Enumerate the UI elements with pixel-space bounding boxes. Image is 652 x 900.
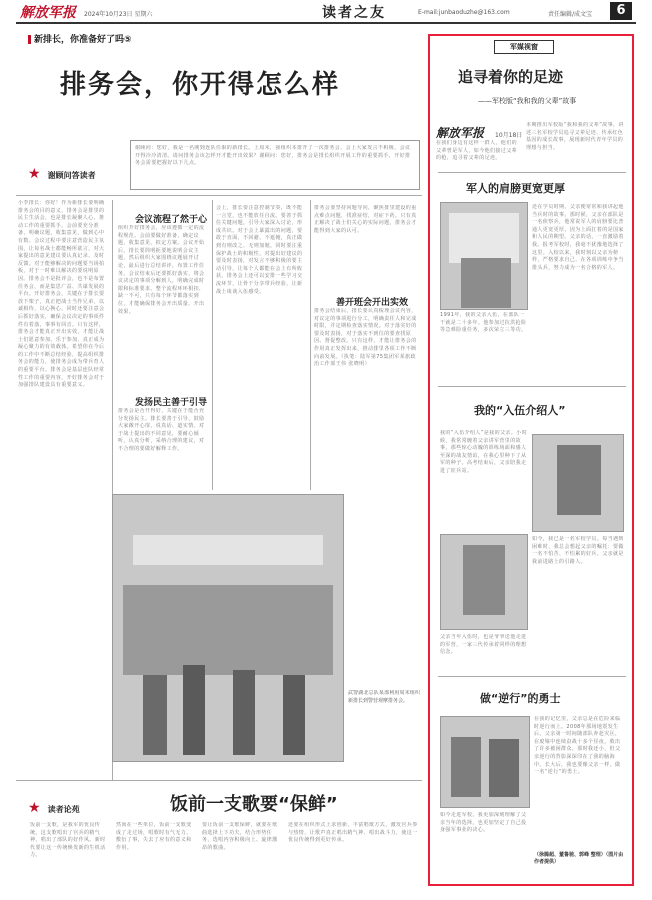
story2-photo-2 <box>440 534 528 630</box>
sub-heading-1: 会议流程了然于心 <box>135 215 208 225</box>
training-photo <box>112 494 344 762</box>
section-tag: 军媒视窗 <box>494 40 554 54</box>
story1-col-1: 1991年，我的父亲入伍，在部队一干就是二十多年。他参加过抗洪抢险等急难险重任务，多次荣立三等功。 <box>440 312 527 334</box>
essay-title: 饭前一支歌要“保鲜” <box>170 794 338 815</box>
author-label: 谢顾问答读者 <box>47 171 96 180</box>
intro-text: 谢顾问：您好，我是一名刚到连队任职的新排长。上周末，我组织本排开了一次排务会，会上大家发言不积极，会议开得冷冷清清。请问排务会该怎样开才能开出效果？谢顾问：您好，排务会是排长组织开展工作的重要抓手，开好排务会需要把握好以下几点。 <box>135 145 411 167</box>
header-rule <box>16 22 636 24</box>
story2-col-3: 父亲当年入伍时，也是爷爷送他走进的军营，一家三代传承着同样的理想信念。 <box>440 634 527 656</box>
page-header <box>0 0 652 24</box>
sub-heading-3: 善开班会开出实效 <box>336 298 409 308</box>
author-badge <box>28 163 123 185</box>
story2-title: 我的“入伍介绍人” <box>474 404 566 417</box>
photo-credit: （徐腾超、董鲁驰、郭峰 整理）（图片由作者提供） <box>534 852 624 865</box>
divider <box>16 195 422 196</box>
essay-col-3: 要让饭前一支歌保鲜，就要在歌曲选择上下功夫，结合形势任务，选唱内容积极向上、旋律激昂的歌曲。 <box>202 822 278 851</box>
story1-photo <box>440 202 528 310</box>
issue-date: 2024年10月23日 星期六 <box>84 11 153 18</box>
date-label: 10月18日 <box>495 132 523 139</box>
newspaper-logo: 解放军报 <box>20 5 76 21</box>
right-divider-2 <box>438 386 626 387</box>
essay-col-4: 还要在组织形式上求创新，丰富唱歌方式，激发官兵参与热情，让歌声真正唱出精气神、唱出战斗力，使这一优良传统得到更好传承。 <box>288 822 418 844</box>
essay-col-2: 然而在一些单位，饭前一支歌变成了走过场，唱歌时有气无力、敷衍了事，失去了应有的意义和作用。 <box>116 822 192 851</box>
photo-caption: 武警湖北总队某部利用周末组织新排长到警营观摩排务会。 <box>348 690 420 704</box>
page-number: 6 <box>610 2 632 20</box>
essay-col-1: 饭前一支歌，是我军的优良传统。这支歌唱出了官兵的精气神，唱出了部队的好作风。新时代要让这一传统焕发新的生机活力。 <box>30 822 106 859</box>
feature-title: 追寻着你的足迹 <box>458 68 564 86</box>
feature-intro-right: 本期推出军校版“我和我的父辈”故事，讲述三名军校学员追寻父辈足迹、传承红色基因的成长故事，展现新时代青年学员的理想与担当。 <box>526 122 624 151</box>
reader-label: 读者论苑 <box>47 805 80 814</box>
editor-email: E-mail:junbaoduzhe@163.com <box>418 9 510 16</box>
reader-badge <box>28 797 128 817</box>
sub-heading-2: 发扬民主善于引导 <box>135 398 208 408</box>
story3-title: 做“逆行”的勇士 <box>480 692 561 705</box>
editor-name: 责任编辑/成文宝 <box>548 11 593 18</box>
story1-title: 军人的肩膀更宽更厚 <box>466 182 565 195</box>
star-icon-2: ★ <box>28 800 41 816</box>
section-name: 读者之友 <box>322 5 386 21</box>
body-col-2b: 排务会是否开得好，关键在于能否充分发扬民主。排长要善于引导，鼓励大家敞开心扉，说真话、道实情。对于战士提出的不同意见，要耐心倾听，认真分析，采纳合理的建议，对不合理的要做好解释工作。 <box>118 408 205 452</box>
intro-box <box>130 140 420 190</box>
story2-col-1: 我的“入伍介绍人”是我的父亲。小时候，我常常缠着父亲讲军营里的故事，那些惊心动魄的训练场面和感人至深的战友情谊，在我心里种下了从军的种子。高考结束后，父亲陪我走进了征兵站。 <box>440 430 527 474</box>
right-divider <box>438 172 626 173</box>
column-label: 新排长，你准备好了吗⑤ <box>28 32 132 45</box>
body-col-4a: 排务会要坚持问题导向，聚焦排里建设的重点难点问题，找准症结，对症下药。只有真正解决了战士们关心的实际问题，排务会才能得到大家的认可。 <box>314 205 417 234</box>
body-col-1: 小李排长：你好！作为新排长要明确排务会的目的意义，排务会是排里的民主生活会，也是排长凝聚人心、推动工作的重要抓手。会前要充分准备，明确议题，收集意见，做到心中有数。会议过程中要注意营造民主氛围，让每名战士都能畅所欲言，对大家提出的意见建议要认真记录、及时反馈。对于能够解决的问题要当场拍板，对于一时难以解决的要说明原因。排务会不是批评会，也不是布置任务会，而是集思广益、共谋发展的平台。开好排务会，关键在于排长要放下架子，真正把战士当作兄弟，以诚相待，以心换心。同时还要注意会后抓好落实，确保会议决定的事项件件有着落，事事有回音。只有这样，排务会才能真正开出实效，才能让战士们愿意参加、乐于参加，真正成为凝心聚力的有效载体。希望你在今后的工作中不断总结经验，提高组织排务会的能力，使排务会成为带兵育人的重要平台。排务会是基层连队经常性工作的重要内容，开好排务会对于加强排队建设具有重要意义。 <box>18 200 105 389</box>
body-col-4b: 排务会结束后，排长要认真梳理会议内容，对议定的事项进行分工，明确责任人和完成时限，并定期检查落实情况。对于落实好的要及时表扬，对于落实不到位的要查找原因、督促整改。只有这样，才能让排务会的作用真正发挥出来，推动排里各项工作不断向前发展。（执笔：陆军第75集团军某旅政治工作部王伟 张晓明） <box>314 308 417 368</box>
feature-intro-left: 在我们身边有这样一群人，他们的父辈曾是军人，如今他们接过父辈的枪，追寻着父辈的足迹。 <box>436 140 518 162</box>
mini-logo: 解放军报 <box>436 126 485 140</box>
story3-col-1: 如今走进军校，我更加深刻理解了父亲当年的选择，也更加坚定了自己投身强军事业的决心。 <box>440 812 527 834</box>
story2-photo-1 <box>532 434 624 532</box>
feature-subtitle: ——军校版“我和我的父辈”故事 <box>478 97 577 105</box>
body-col-3: 会上，排长要注意控制节奏，既不能一言堂，也不能放任自流。要善于抓住关键问题，引导大家深入讨论，形成共识。对于会上暴露出的问题，要敢于直面，不回避、不遮掩，真正做到有则改之、无则加勉。同时要注重保护战士的积极性，对提出好建议的要及时表扬，对发言不够积极的要主动引导，让每个人都能在会上有所收获。排务会上还可以安排一些学习交流环节，让骨干分享带兵经验，让新战士谈谈入伍感受。 <box>216 205 303 295</box>
story3-col-2: 在我的记忆里，父亲总是在危险来临时逆行而上。2008年那场地震发生后，父亲第一时间随部队奔赴灾区，在废墟中连续奋战十多个昼夜，救出了许多被困群众。那时我还小，但父亲逆行的背影深深印在了我的脑海中。长大后，我也要像父亲一样，做一名“逆行”的勇士。 <box>534 716 621 776</box>
column-rule-3 <box>310 200 311 490</box>
star-icon: ★ <box>28 166 41 182</box>
divider-bottom <box>16 780 422 781</box>
story1-col-2: 还在学员时期，父亲便常常和我讲起他当兵时的故事。那时候，父亲在部队是一名侦察兵，他常说军人的肩膀要比普通人更宽更厚，因为上面扛着的是国家和人民的期望。父亲的话，一直激励着我。报考军校时，我毫不犹豫地选择了这里。入校以来，我时刻以父亲为榜样，严格要求自己，在各项训练中争当排头兵，努力成为一名合格的军人。 <box>532 204 624 271</box>
right-divider-3 <box>438 676 626 677</box>
story3-photo <box>440 716 530 808</box>
story2-col-2: 如今，我已是一名军校学员。每当遇到困难时，我总会想起父亲的嘱托：要做一名不怕苦、不怕累的好兵。父亲就是我前进路上的引路人。 <box>532 536 624 565</box>
column-rule-2 <box>212 200 213 490</box>
main-title: 排务会，你开得怎么样 <box>60 70 341 100</box>
body-col-2a: 组织开好排务会，应该遵循一定的流程规范。会前要做好准备，确定议题，收集意见，拟定方案。会议开始后，排长要简明扼要地说明会议主题，然后组织大家围绕议题展开讨论，最后进行总结讲评，布置工作任务。会议结束后还要抓好落实，将会议决定的事项分解到人，明确完成时限和标准要求。整个流程环环相扣，缺一不可，只有每个环节都落实到位，才能确保排务会开出质量、开出效果。 <box>118 225 205 315</box>
